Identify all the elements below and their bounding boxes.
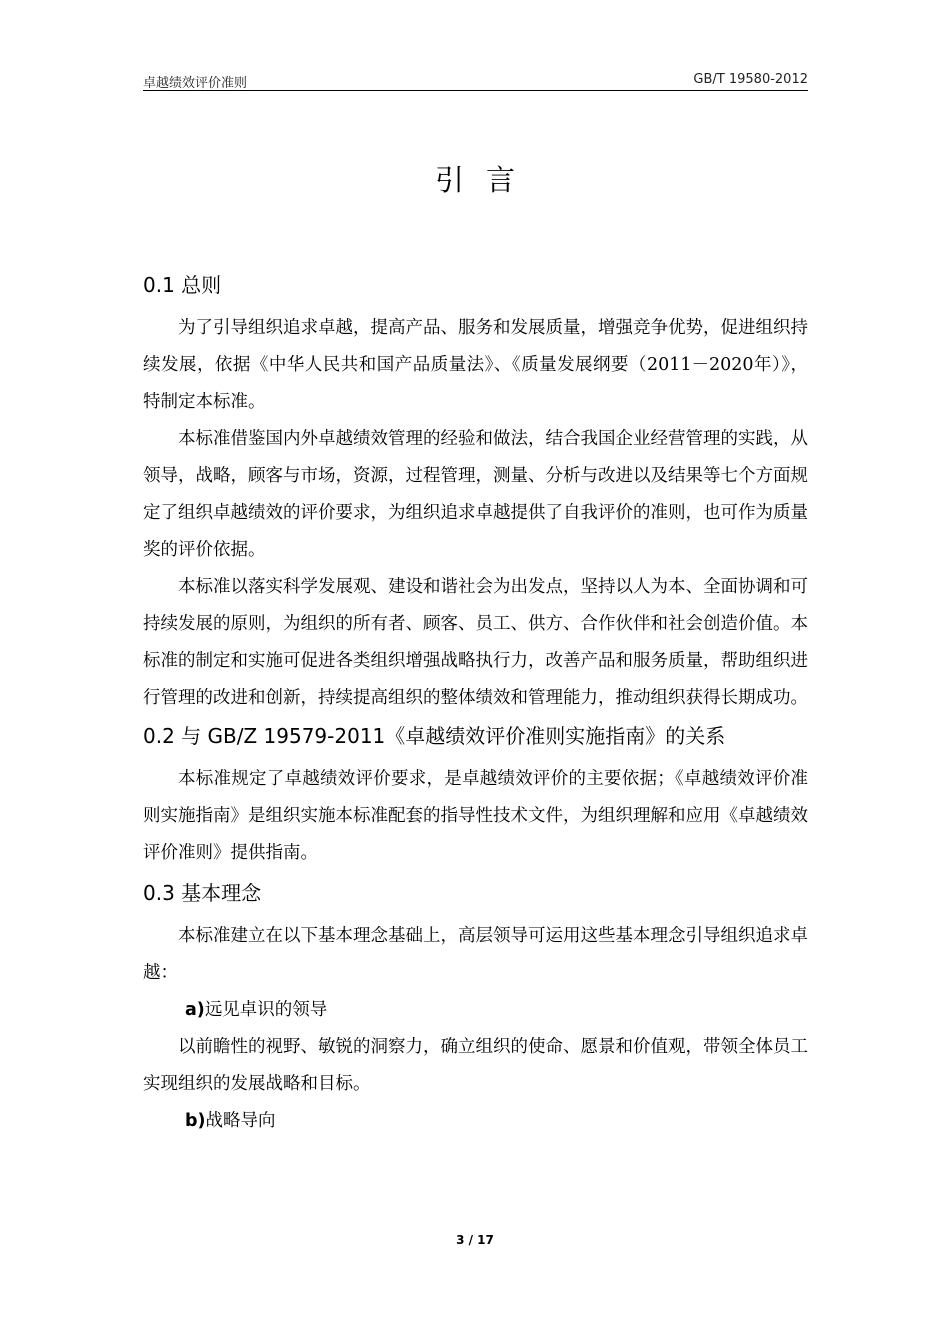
- page-header: [143, 70, 808, 91]
- section-heading-basic-concepts: 0.3 基本理念: [143, 881, 262, 905]
- list-item-label: 战略导向: [205, 1111, 276, 1131]
- list-item-a: [143, 992, 808, 1029]
- paragraph: 本标准规定了卓越绩效评价要求，是卓越绩效评价的主要依据；《卓越绩效评价准则实施指南》是组织实施本标准配套的指导性技术文件，为组织理解和应用《卓越绩效评价准则》提供指南。: [143, 769, 808, 863]
- paragraph: 本标准以落实科学发展观、建设和谐社会为出发点，坚持以人为本、全面协调和可持续发展的原则，为组织的所有者、顾客、员工、供方、合作伙伴和社会创造价值。本标准的制定和实施可促进各类组织增强战略执行力，改善产品和服务质量，帮助组织进行管理的改进和创新，持续提高组织的整体绩效和管理能力，推动组织获得长期成功。: [143, 577, 808, 708]
- page-title: 引言: [434, 163, 537, 197]
- document-body: [143, 268, 808, 1140]
- list-item-b: [143, 1103, 808, 1140]
- paragraph: 以前瞻性的视野、敏锐的洞察力，确立组织的使命、愿景和价值观，带领全体员工实现组织的发展战略和目标。: [143, 1037, 808, 1094]
- list-marker: b): [185, 1111, 206, 1131]
- header-document-title: 卓越绩效评价准则: [143, 76, 248, 91]
- paragraph: 本标准建立在以下基本理念基础上，高层领导可运用这些基本理念引导组织追求卓越：: [143, 926, 808, 983]
- paragraph: 本标准借鉴国内外卓越绩效管理的经验和做法，结合我国企业经营管理的实践，从领导，战略，顾客与市场，资源，过程管理，测量、分析与改进以及结果等七个方面规定了组织卓越绩效的评价要求，为组织追求卓越提供了自我评价的准则，也可作为质量奖的评价依据。: [143, 429, 808, 560]
- list-marker: a): [185, 1000, 205, 1020]
- header-standard-number: GB/T 19580-2012: [693, 72, 808, 87]
- paragraph: 为了引导组织追求卓越，提高产品、服务和发展质量，增强竞争优势，促进组织持续发展，依据《中华人民共和国产品质量法》、《质量发展纲要（2011－2020年）》，特制定本标准。: [143, 318, 808, 412]
- section-heading-general: 0.1 总则: [143, 273, 222, 297]
- page-number: 3 / 17: [456, 1233, 494, 1247]
- list-item-label: 远见卓识的领导: [204, 1000, 328, 1020]
- section-heading-relationship: 0.2 与 GB/Z 19579-2011《卓越绩效评价准则实施指南》的关系: [143, 724, 726, 748]
